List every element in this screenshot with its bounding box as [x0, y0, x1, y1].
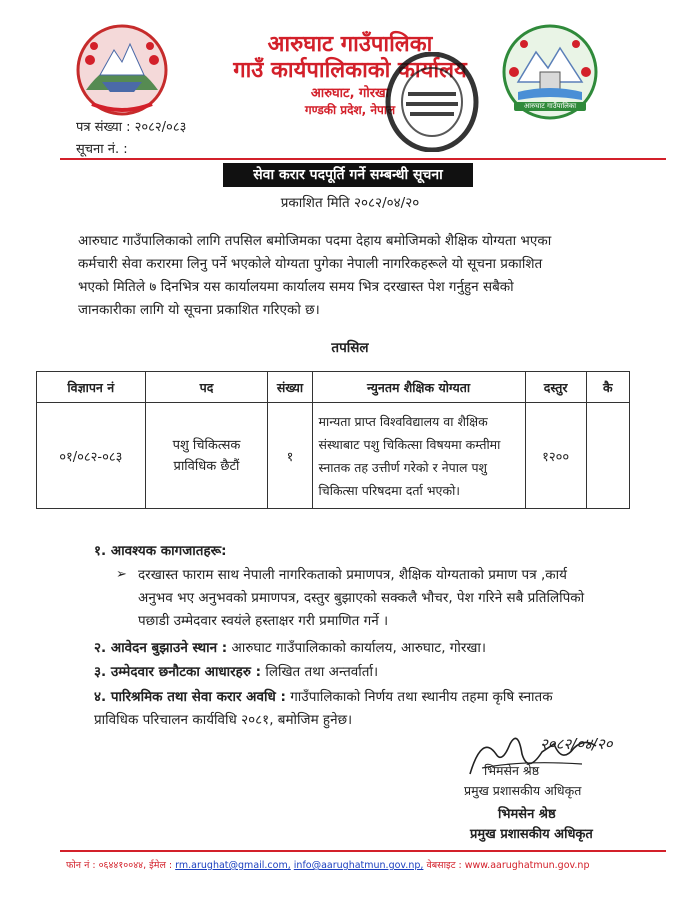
header-divider: [60, 158, 666, 160]
cell-remarks: [586, 403, 629, 509]
vacancy-table: [36, 371, 630, 509]
notice-title: सेवा करार पदपूर्ति गर्ने सम्बन्धी सूचना: [223, 163, 473, 187]
qualification-line: संस्थाबाट पशु चिकित्सा विषयमा कम्तीमा: [318, 436, 501, 452]
cell-post: [145, 403, 268, 509]
point-3-label: ३. उम्मेदवार छनौटका आधारहरु :: [94, 664, 262, 680]
address-line1: आरुघाट, गोरखा: [310, 86, 390, 101]
cell-ad-no: ०१/०८२-०८३: [37, 403, 146, 509]
body-line: कर्मचारी सेवा करारमा लिनु पर्ने भएकोले योग्यता पुगेका नेपाली नागरिकहरूले यो सूचना प्रकाशित: [78, 256, 543, 272]
point-3: [94, 661, 378, 684]
website-label: वेबसाइट :: [426, 860, 462, 871]
notice-body: [78, 230, 638, 322]
body-line: भएको मितिले ७ दिनभित्र यस कार्यालयमा कार्यालय समय भित्र दरखास्त पेश गर्नुहुन सबैको: [78, 279, 514, 295]
email-link-1[interactable]: rm.arughat@gmail.com,: [175, 860, 291, 871]
office-stamp: [384, 52, 480, 152]
point-3-value: लिखित तथा अन्तर्वार्ता।: [265, 664, 379, 680]
address-line2: गण्डकी प्रदेश, नेपाल: [304, 103, 396, 117]
col-header-ad-no: विज्ञापन नं: [37, 372, 146, 403]
office-name: गाउँ कार्यपालिकाको कार्यालय: [233, 58, 467, 83]
col-header-qualification: न्युनतम शैक्षिक योग्यता: [312, 372, 525, 403]
table-row: [37, 403, 630, 509]
published-date: प्रकाशित मिति २०८२/०४/२०: [280, 195, 420, 211]
nepal-emblem-logo: [72, 20, 172, 120]
point-1-line: पछाडी उम्मेदवार स्वयंले हस्ताक्षर गरी प्रमाणित गर्ने ।: [138, 613, 389, 629]
point-4-value: गाउँपालिकाको निर्णय तथा स्थानीय तहमा कृषि स्नातक: [290, 689, 553, 705]
footer-divider: [60, 850, 666, 852]
qualification-line: मान्यता प्राप्त विश्वविद्यालय वा शैक्षिक: [318, 413, 488, 429]
post-line2: प्राविधिक छैटौं: [173, 458, 240, 474]
point-1-body: [138, 564, 638, 633]
qualification-line: चिकित्सा परिषदमा दर्ता भएको।: [318, 482, 461, 498]
point-1-title: १. आवश्यक कागजातहरू:: [94, 543, 227, 559]
signatory-name-small: भिमसेन श्रेष्ठ: [484, 763, 540, 778]
org-name: आरुघाट गाउँपालिका: [267, 32, 433, 57]
qualification-line: स्नातक तह उत्तीर्ण गरेको र नेपाल पशु: [318, 459, 488, 475]
body-line: आरुघाट गाउँपालिकाको लागि तपसिल बमोजिमका पदमा देहाय बमोजिमको शैक्षिक योग्यता भएका: [78, 233, 552, 249]
notice-number: सूचना नं. :: [76, 142, 128, 157]
phone-number: ०६४४१००४४,: [98, 860, 147, 871]
signatory-name-bold: भिमसेन श्रेष्ठ: [498, 807, 556, 822]
point-1-line: अनुभव भए अनुभवको प्रमाणपत्र, दस्तुर बुझाएको सक्कलै भौचर, पेश गरिने सबै प्रतिलिपिको: [138, 590, 585, 606]
point-4-label: ४. पारिश्रमिक तथा सेवा करार अवधि :: [94, 689, 286, 705]
point-2-value: आरुघाट गाउँपालिकाको कार्यालय, आरुघाट, गोरखा।: [231, 640, 487, 656]
municipality-logo-caption: आरुघाट गाउँपालिका: [514, 102, 586, 111]
cell-qualification: [312, 403, 525, 509]
email-label: ईमेल :: [149, 860, 173, 871]
municipality-logo: [500, 22, 600, 122]
letter-number: पत्र संख्या : २०८२/०८३: [76, 120, 187, 135]
col-header-count: संख्या: [268, 372, 312, 403]
signatory-title-bold: प्रमुख प्रशासकीय अधिकृत: [470, 827, 593, 842]
col-header-fee: दस्तुर: [525, 372, 586, 403]
col-header-remarks: कै: [586, 372, 629, 403]
table-header-row: [37, 372, 630, 403]
body-line: जानकारीका लागि यो सूचना प्रकाशित गरिएको छ।: [78, 302, 320, 318]
cell-fee: १२००: [525, 403, 586, 509]
website-url[interactable]: www.aarughatmun.gov.np: [464, 860, 590, 871]
signatory-title-small: प्रमुख प्रशासकीय अधिकृत: [464, 783, 582, 798]
footer-contact: [66, 858, 666, 871]
phone-label: फोन नं :: [66, 860, 96, 871]
point-4-line2: प्राविधिक परिचालन कार्यविधि २०८१, बमोजिम हुनेछ।: [94, 712, 353, 728]
schedule-heading: तपसिल: [331, 340, 369, 356]
point-2-label: २. आवेदन बुझाउने स्थान :: [94, 640, 228, 656]
point-2: [94, 637, 486, 660]
signature-date: २०८२/०४/२०: [540, 735, 613, 753]
cell-count: १: [268, 403, 312, 509]
post-line1: पशु चिकित्सक: [172, 437, 241, 453]
email-link-2[interactable]: info@aarughatmun.gov.np,: [293, 860, 424, 871]
col-header-post: पद: [145, 372, 268, 403]
point-1-line: दरखास्त फाराम साथ नेपाली नागरिकताको प्रमाणपत्र, शैक्षिक योग्यताको प्रमाण पत्र ,कार्य: [138, 567, 567, 583]
bullet-arrow-icon: ➢: [116, 567, 127, 582]
